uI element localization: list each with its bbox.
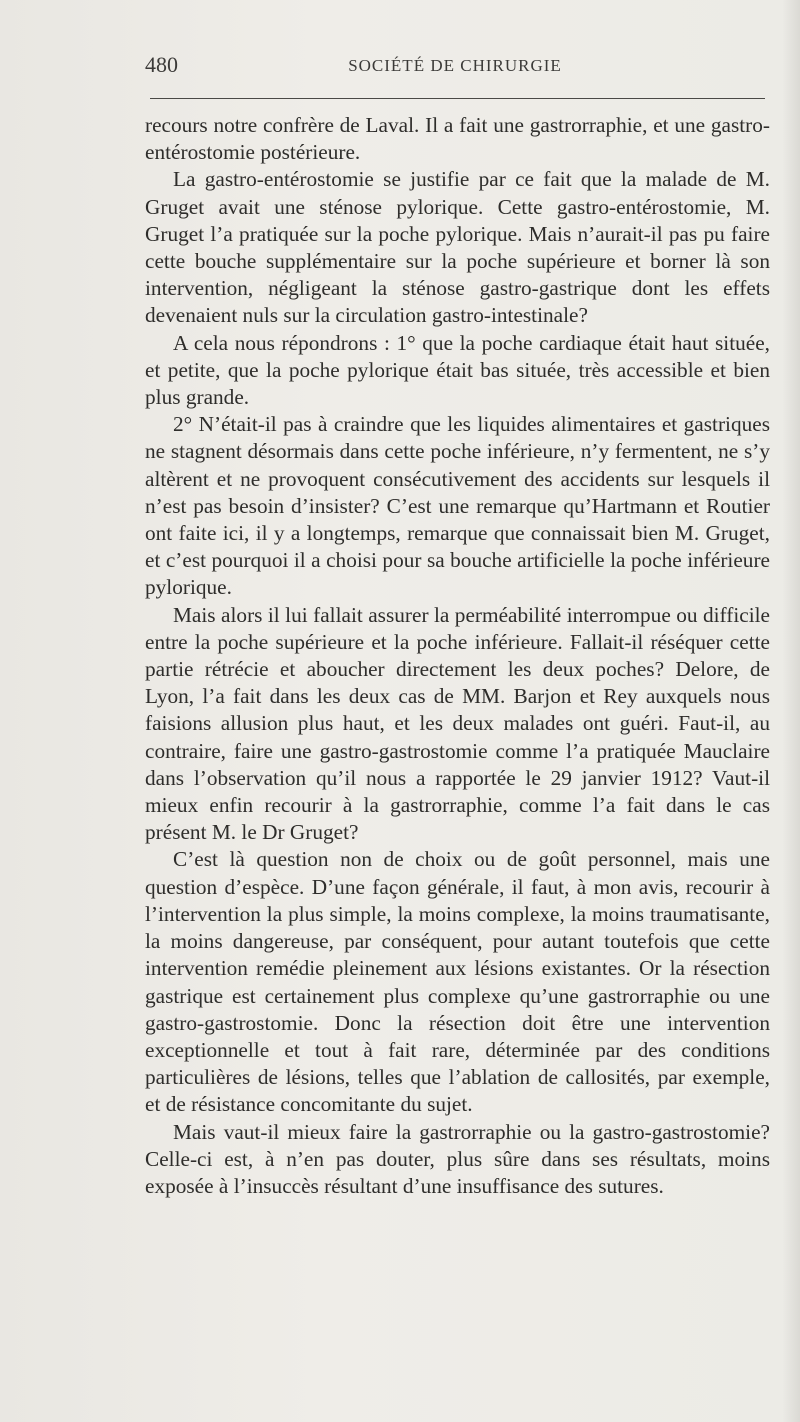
body-text: [145, 112, 770, 1200]
paragraph: La gastro-entérostomie se justifie par ce fait que la malade de M. Gruget avait une sténose pylorique. Cette gastro-entérostomie, M. Gruget l’a pratiquée sur la poche pylorique. Mais n’aurait-il pas pu faire cette bouche supplémentaire sur la poche supérieure et borner là son intervention, négligeant la sténose gastro-gastrique dont les effets devenaient nuls sur la circulation gastro-intestinale?: [145, 167, 770, 328]
paragraph: C’est là question non de choix ou de goût personnel, mais une question d’espèce. D’une façon générale, il faut, à mon avis, recourir à l’intervention la plus simple, la moins complexe, la moins traumatisante, la moins dangereuse, par conséquent, pour autant toutefois que cette intervention remédie pleinement aux lésions existantes. Or la résection gastrique est certainement plus complexe qu’une gastrorraphie ou une gastro-gastrostomie. Donc la résection doit être une intervention exceptionnelle et tout à fait rare, déterminée par des conditions particulières de lésions, telles que l’ablation de callosités, par exemple, et de résistance concomitante du sujet.: [145, 847, 770, 1117]
paragraph: Mais vaut-il mieux faire la gastrorraphie ou la gastro-gastrostomie? Celle-ci est, à n’en pas douter, plus sûre dans ses résultats, moins exposée à l’insuccès résultant d’une insuffisance des sutures.: [145, 1119, 770, 1198]
header-rule: [150, 98, 765, 99]
paragraph: recours notre confrère de Laval. Il a fait une gastrorraphie, et une gastro-entérostomie postérieure.: [145, 113, 770, 165]
paragraph: 2° N’était-il pas à craindre que les liquides alimentaires et gastriques ne stagnent désormais dans cette poche inférieure, n’y fermentent, ne s’y altèrent et ne provoquent consécutivement des accidents sur lesquels il n’est pas besoin d’insister? C’est une remarque qu’Hartmann et Routier ont faite ici, il y a longtemps, remarque que connaissait bien M. Gruget, et c’est pourquoi il a choisi pour sa bouche artificielle la poche inférieure pylorique.: [145, 412, 770, 600]
paragraph: A cela nous répondrons : 1° que la poche cardiaque était haut située, et petite, que la poche pylorique était bas située, très accessible et bien plus grande.: [145, 330, 770, 410]
paragraph: Mais alors il lui fallait assurer la perméabilité interrompue ou difficile entre la poche supérieure et la poche inférieure. Fallait-il réséquer cette partie rétrécie et aboucher directement les deux poches? Delore, de Lyon, l’a fait dans les deux cas de MM. Barjon et Rey auxquels nous faisions allusion plus haut, et les deux malades ont guéri. Faut-il, au contraire, faire une gastro-gastrostomie comme l’a pratiquée Mauclaire dans l’observation qu’il nous a rapportée le 29 janvier 1912? Vaut-il mieux enfin recourir à la gastrorraphie, comme l’a fait dans le cas présent M. le Dr Gruget?: [145, 602, 770, 845]
page-header: [145, 52, 765, 80]
page-number: 480: [145, 52, 178, 77]
page-edge-shadow: [782, 0, 800, 1422]
running-head: SOCIÉTÉ DE CHIRURGIE: [348, 56, 562, 75]
